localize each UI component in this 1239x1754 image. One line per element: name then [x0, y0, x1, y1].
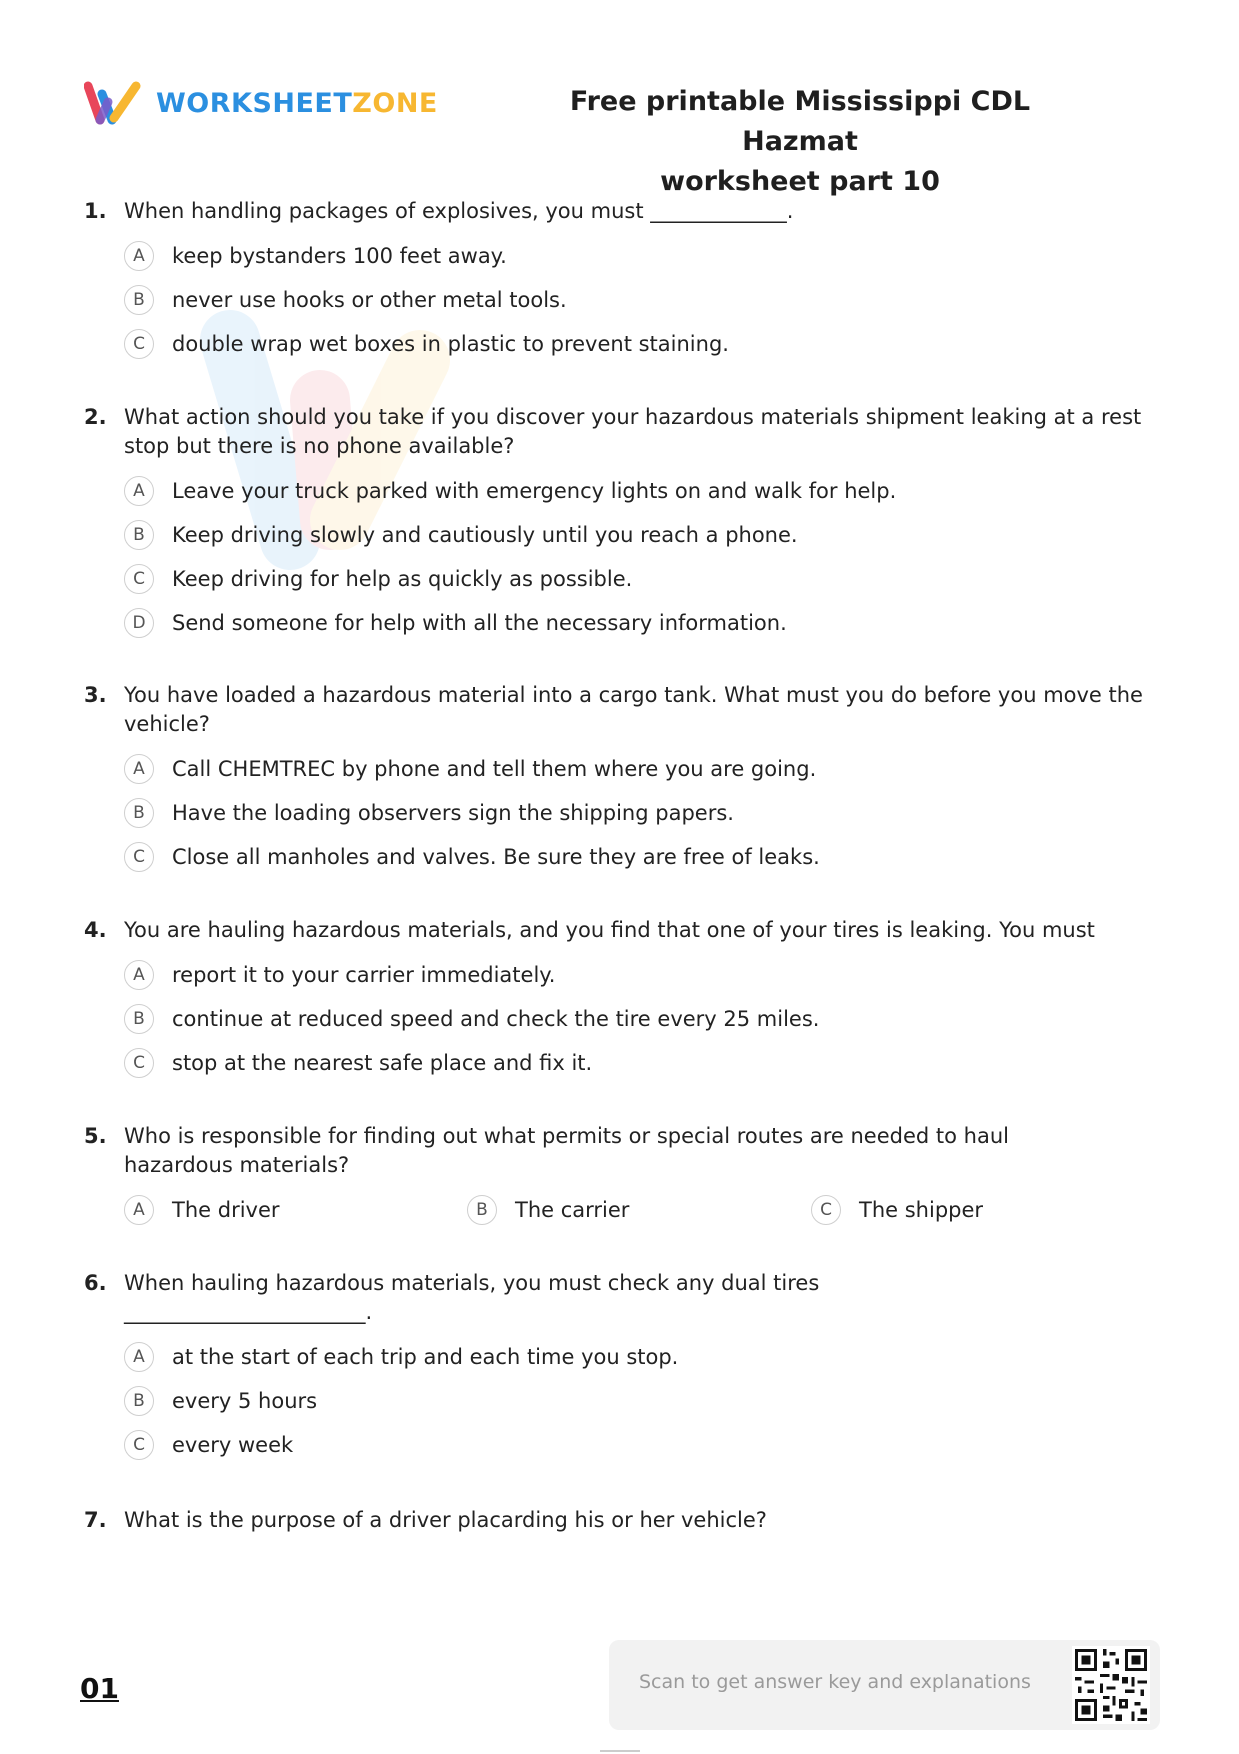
- option-letter: B: [467, 1195, 497, 1225]
- option-letter: C: [124, 1430, 154, 1460]
- option-a[interactable]: [124, 747, 1164, 791]
- option-b[interactable]: [124, 997, 1164, 1041]
- option-letter: B: [124, 285, 154, 315]
- option-letter: B: [124, 520, 154, 550]
- question-2: [84, 403, 1164, 645]
- question-text: When handling packages of explosives, you must _____________.: [124, 199, 794, 223]
- option-letter: C: [811, 1195, 841, 1225]
- worksheetzone-logo[interactable]: [84, 80, 438, 126]
- question-number: 7.: [84, 1508, 107, 1532]
- question-text: You have loaded a hazardous material into a cargo tank. What must you do before you move the vehicle?: [124, 683, 1143, 736]
- option-a[interactable]: [124, 953, 1164, 997]
- question-3: [84, 681, 1164, 879]
- option-text: never use hooks or other metal tools.: [172, 288, 567, 312]
- option-c[interactable]: [124, 322, 1164, 366]
- option-letter: A: [124, 241, 154, 271]
- title-line-1: Free printable Mississippi CDL Hazmat: [569, 86, 1031, 157]
- title-line-2: worksheet part 10: [660, 166, 940, 197]
- question-text: Who is responsible for finding out what permits or special routes are needed to haul hazardous materials?: [124, 1124, 1009, 1177]
- option-text: Keep driving for help as quickly as possible.: [172, 567, 633, 591]
- option-text: keep bystanders 100 feet away.: [172, 244, 507, 268]
- option-letter: C: [124, 1048, 154, 1078]
- option-letter: C: [124, 564, 154, 594]
- question-number: 6.: [84, 1271, 107, 1295]
- option-text: every week: [172, 1433, 294, 1457]
- question-5: [84, 1122, 1164, 1232]
- option-text: Keep driving slowly and cautiously until you reach a phone.: [172, 523, 798, 547]
- option-text: double wrap wet boxes in plastic to prevent staining.: [172, 332, 729, 356]
- option-text: The carrier: [515, 1198, 630, 1222]
- question-text: What is the purpose of a driver placarding his or her vehicle?: [124, 1508, 767, 1532]
- option-text: The shipper: [859, 1198, 984, 1222]
- option-letter: D: [124, 608, 154, 638]
- question-number: 2.: [84, 405, 107, 429]
- option-letter: A: [124, 754, 154, 784]
- option-text: The driver: [172, 1198, 280, 1222]
- question-number: 1.: [84, 199, 107, 223]
- answer-key-scan-box[interactable]: [609, 1640, 1160, 1730]
- logo-word-worksheet: WORKSHEET: [156, 87, 353, 119]
- option-letter: B: [124, 798, 154, 828]
- question-text: What action should you take if you discover your hazardous materials shipment leaking at a rest stop but there is no phone available?: [124, 405, 1142, 458]
- option-c[interactable]: [124, 1423, 1164, 1467]
- question-6: [84, 1269, 1164, 1467]
- question-number: 4.: [84, 918, 107, 942]
- option-a[interactable]: [124, 234, 1164, 278]
- option-letter: C: [124, 329, 154, 359]
- option-text: Send someone for help with all the necessary information.: [172, 611, 787, 635]
- option-c[interactable]: [124, 1041, 1164, 1085]
- question-text: When hauling hazardous materials, you must check any dual tires _______________________.: [124, 1271, 820, 1324]
- page-divider: [600, 1750, 640, 1752]
- page-title: [520, 82, 1080, 202]
- option-c[interactable]: [124, 557, 1164, 601]
- option-text: Close all manholes and valves. Be sure they are free of leaks.: [172, 845, 820, 869]
- option-letter: A: [124, 476, 154, 506]
- option-text: report it to your carrier immediately.: [172, 963, 556, 987]
- option-b[interactable]: [124, 791, 1164, 835]
- question-number: 3.: [84, 683, 107, 707]
- question-text: You are hauling hazardous materials, and you find that one of your tires is leaking. You must: [124, 918, 1095, 942]
- qr-code-icon[interactable]: [1072, 1646, 1150, 1724]
- option-text: stop at the nearest safe place and fix it.: [172, 1051, 593, 1075]
- question-7: [84, 1506, 1164, 1535]
- question-4: [84, 916, 1164, 1085]
- option-a[interactable]: [124, 469, 1164, 513]
- option-a[interactable]: [124, 1335, 1164, 1379]
- question-number: 5.: [84, 1124, 107, 1148]
- logo-mark-icon: [84, 80, 144, 126]
- option-letter: A: [124, 960, 154, 990]
- logo-wordmark: [156, 88, 438, 119]
- option-c[interactable]: [811, 1188, 983, 1232]
- options-row: [124, 1188, 1164, 1232]
- option-c[interactable]: [124, 835, 1164, 879]
- scan-instruction: Scan to get answer key and explanations: [639, 1671, 1031, 1693]
- option-letter: A: [124, 1342, 154, 1372]
- option-letter: B: [124, 1004, 154, 1034]
- option-letter: A: [124, 1195, 154, 1225]
- option-text: continue at reduced speed and check the tire every 25 miles.: [172, 1007, 820, 1031]
- option-text: every 5 hours: [172, 1389, 318, 1413]
- option-letter: B: [124, 1386, 154, 1416]
- logo-word-zone: ZONE: [352, 87, 438, 119]
- option-text: Leave your truck parked with emergency lights on and walk for help.: [172, 479, 897, 503]
- option-text: Call CHEMTREC by phone and tell them where you are going.: [172, 757, 817, 781]
- option-b[interactable]: [124, 1379, 1164, 1423]
- option-b[interactable]: [467, 1188, 629, 1232]
- option-text: at the start of each trip and each time you stop.: [172, 1345, 679, 1369]
- page-number: 01: [80, 1672, 119, 1705]
- option-d[interactable]: [124, 601, 1164, 645]
- question-1: [84, 197, 1164, 366]
- option-text: Have the loading observers sign the shipping papers.: [172, 801, 734, 825]
- option-b[interactable]: [124, 278, 1164, 322]
- option-a[interactable]: [124, 1188, 280, 1232]
- option-letter: C: [124, 842, 154, 872]
- page-header: [0, 0, 1239, 197]
- option-b[interactable]: [124, 513, 1164, 557]
